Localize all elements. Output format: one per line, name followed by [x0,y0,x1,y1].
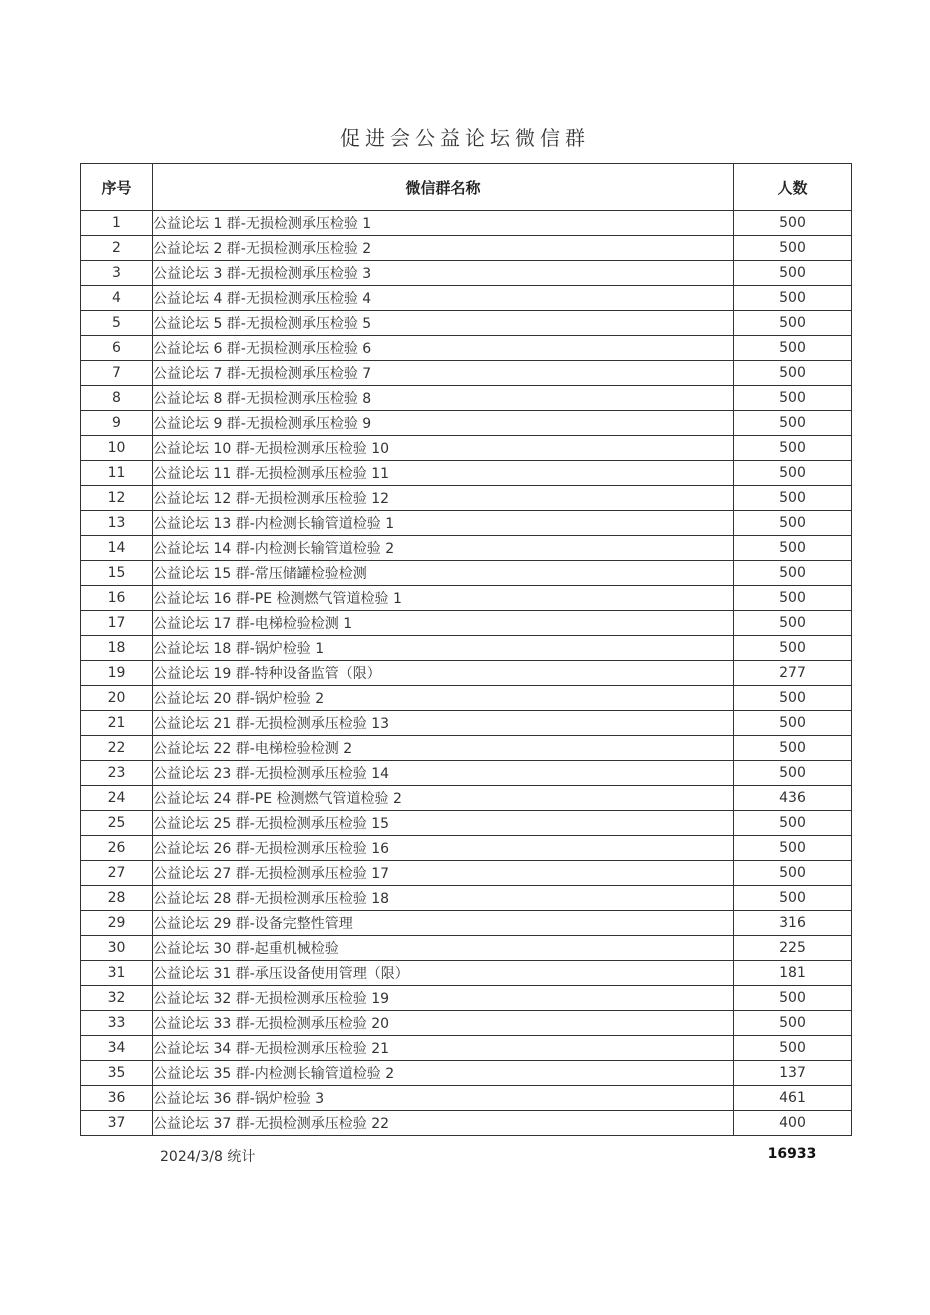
table-body [81,211,852,1136]
member-count-cell: 500 [734,1036,852,1061]
statistics-date: 2024/3/8 统计 [160,1149,256,1165]
member-count-cell: 500 [734,561,852,586]
table-row [81,786,852,811]
member-count-cell: 500 [734,686,852,711]
group-name-cell: 公益论坛 19 群-特种设备监管（限） [153,661,734,686]
table-row [81,711,852,736]
group-name-cell: 公益论坛 36 群-锅炉检验 3 [153,1086,734,1111]
member-count-cell: 500 [734,811,852,836]
group-name-cell: 公益论坛 2 群-无损检测承压检验 2 [153,236,734,261]
member-count-cell: 500 [734,461,852,486]
table-row [81,1061,852,1086]
group-name-cell: 公益论坛 9 群-无损检测承压检验 9 [153,411,734,436]
member-count-cell: 500 [734,486,852,511]
group-name-cell: 公益论坛 5 群-无损检测承压检验 5 [153,311,734,336]
row-index-cell: 20 [81,686,153,711]
row-index-cell: 23 [81,761,153,786]
table-row [81,961,852,986]
table-row [81,861,852,886]
group-name-cell: 公益论坛 4 群-无损检测承压检验 4 [153,286,734,311]
group-name-cell: 公益论坛 21 群-无损检测承压检验 13 [153,711,734,736]
table-row [81,661,852,686]
group-name-cell: 公益论坛 34 群-无损检测承压检验 21 [153,1036,734,1061]
table-row [81,361,852,386]
group-name-cell: 公益论坛 6 群-无损检测承压检验 6 [153,336,734,361]
member-count-cell: 500 [734,861,852,886]
table-row [81,1111,852,1136]
group-name-cell: 公益论坛 30 群-起重机械检验 [153,936,734,961]
group-name-cell: 公益论坛 8 群-无损检测承压检验 8 [153,386,734,411]
group-name-cell: 公益论坛 29 群-设备完整性管理 [153,911,734,936]
row-index-cell: 1 [81,211,153,236]
row-index-cell: 22 [81,736,153,761]
group-name-cell: 公益论坛 33 群-无损检测承压检验 20 [153,1011,734,1036]
group-name-cell: 公益论坛 23 群-无损检测承压检验 14 [153,761,734,786]
table-row [81,636,852,661]
group-name-cell: 公益论坛 13 群-内检测长输管道检验 1 [153,511,734,536]
member-count-cell: 500 [734,836,852,861]
table-row [81,886,852,911]
table-row [81,536,852,561]
member-count-cell: 500 [734,361,852,386]
group-name-cell: 公益论坛 7 群-无损检测承压检验 7 [153,361,734,386]
row-index-cell: 32 [81,986,153,1011]
row-index-cell: 8 [81,386,153,411]
row-index-cell: 33 [81,1011,153,1036]
group-name-cell: 公益论坛 27 群-无损检测承压检验 17 [153,861,734,886]
column-header-index: 序号 [81,164,153,211]
member-count-cell: 181 [734,961,852,986]
member-count-cell: 316 [734,911,852,936]
row-index-cell: 19 [81,661,153,686]
member-count-cell: 277 [734,661,852,686]
group-name-cell: 公益论坛 3 群-无损检测承压检验 3 [153,261,734,286]
member-count-cell: 500 [734,611,852,636]
table-header [81,164,852,211]
group-name-cell: 公益论坛 17 群-电梯检验检测 1 [153,611,734,636]
member-count-cell: 436 [734,786,852,811]
group-name-cell: 公益论坛 12 群-无损检测承压检验 12 [153,486,734,511]
table-row [81,286,852,311]
row-index-cell: 4 [81,286,153,311]
table-row [81,611,852,636]
table-row [81,1011,852,1036]
group-name-cell: 公益论坛 35 群-内检测长输管道检验 2 [153,1061,734,1086]
table-row [81,736,852,761]
member-count-cell: 225 [734,936,852,961]
row-index-cell: 37 [81,1111,153,1136]
row-index-cell: 30 [81,936,153,961]
row-index-cell: 15 [81,561,153,586]
group-name-cell: 公益论坛 15 群-常压储罐检验检测 [153,561,734,586]
group-name-cell: 公益论坛 1 群-无损检测承压检验 1 [153,211,734,236]
table-row [81,311,852,336]
group-name-cell: 公益论坛 28 群-无损检测承压检验 18 [153,886,734,911]
row-index-cell: 11 [81,461,153,486]
row-index-cell: 7 [81,361,153,386]
row-index-cell: 18 [81,636,153,661]
member-count-cell: 500 [734,536,852,561]
member-count-cell: 500 [734,586,852,611]
row-index-cell: 21 [81,711,153,736]
member-count-cell: 500 [734,211,852,236]
column-header-count: 人数 [734,164,852,211]
group-name-cell: 公益论坛 18 群-锅炉检验 1 [153,636,734,661]
table-row [81,686,852,711]
group-name-cell: 公益论坛 32 群-无损检测承压检验 19 [153,986,734,1011]
table-row [81,336,852,361]
group-name-cell: 公益论坛 10 群-无损检测承压检验 10 [153,436,734,461]
row-index-cell: 28 [81,886,153,911]
table-row [81,911,852,936]
column-header-name: 微信群名称 [153,164,734,211]
member-count-cell: 500 [734,511,852,536]
group-name-cell: 公益论坛 14 群-内检测长输管道检验 2 [153,536,734,561]
member-count-cell: 500 [734,411,852,436]
table-row [81,1086,852,1111]
row-index-cell: 6 [81,336,153,361]
page-title: 促进会公益论坛微信群 [340,126,590,150]
group-name-cell: 公益论坛 22 群-电梯检验检测 2 [153,736,734,761]
table-row [81,1036,852,1061]
member-count-cell: 500 [734,636,852,661]
row-index-cell: 13 [81,511,153,536]
group-name-cell: 公益论坛 20 群-锅炉检验 2 [153,686,734,711]
member-count-cell: 500 [734,311,852,336]
row-index-cell: 31 [81,961,153,986]
row-index-cell: 17 [81,611,153,636]
row-index-cell: 10 [81,436,153,461]
member-count-cell: 500 [734,761,852,786]
table-row [81,586,852,611]
table-row [81,811,852,836]
table-row [81,836,852,861]
group-name-cell: 公益论坛 16 群-PE 检测燃气管道检验 1 [153,586,734,611]
row-index-cell: 25 [81,811,153,836]
group-name-cell: 公益论坛 25 群-无损检测承压检验 15 [153,811,734,836]
group-name-cell: 公益论坛 11 群-无损检测承压检验 11 [153,461,734,486]
group-name-cell: 公益论坛 26 群-无损检测承压检验 16 [153,836,734,861]
table-row [81,211,852,236]
row-index-cell: 12 [81,486,153,511]
header-row [81,164,852,211]
table-row [81,561,852,586]
group-name-cell: 公益论坛 37 群-无损检测承压检验 22 [153,1111,734,1136]
table-row [81,236,852,261]
table-row [81,461,852,486]
member-count-cell: 500 [734,261,852,286]
table-row [81,486,852,511]
row-index-cell: 2 [81,236,153,261]
row-index-cell: 26 [81,836,153,861]
member-count-cell: 500 [734,236,852,261]
row-index-cell: 35 [81,1061,153,1086]
table-row [81,261,852,286]
row-index-cell: 3 [81,261,153,286]
table-row [81,761,852,786]
wechat-groups-table [80,163,852,1136]
row-index-cell: 16 [81,586,153,611]
row-index-cell: 14 [81,536,153,561]
row-index-cell: 27 [81,861,153,886]
member-count-cell: 137 [734,1061,852,1086]
member-count-cell: 500 [734,286,852,311]
member-count-cell: 500 [734,1011,852,1036]
table-row [81,436,852,461]
table-row [81,511,852,536]
row-index-cell: 36 [81,1086,153,1111]
member-count-cell: 500 [734,386,852,411]
table-row [81,386,852,411]
table-row [81,986,852,1011]
member-count-cell: 500 [734,886,852,911]
group-name-cell: 公益论坛 31 群-承压设备使用管理（限） [153,961,734,986]
table-row [81,936,852,961]
row-index-cell: 5 [81,311,153,336]
row-index-cell: 34 [81,1036,153,1061]
member-count-cell: 500 [734,336,852,361]
row-index-cell: 24 [81,786,153,811]
member-count-cell: 500 [734,436,852,461]
table-row [81,411,852,436]
row-index-cell: 29 [81,911,153,936]
group-name-cell: 公益论坛 24 群-PE 检测燃气管道检验 2 [153,786,734,811]
member-count-cell: 500 [734,736,852,761]
member-count-cell: 500 [734,711,852,736]
member-count-cell: 400 [734,1111,852,1136]
total-count: 16933 [767,1146,817,1162]
row-index-cell: 9 [81,411,153,436]
table-footer [0,1146,930,1166]
member-count-cell: 500 [734,986,852,1011]
member-count-cell: 461 [734,1086,852,1111]
